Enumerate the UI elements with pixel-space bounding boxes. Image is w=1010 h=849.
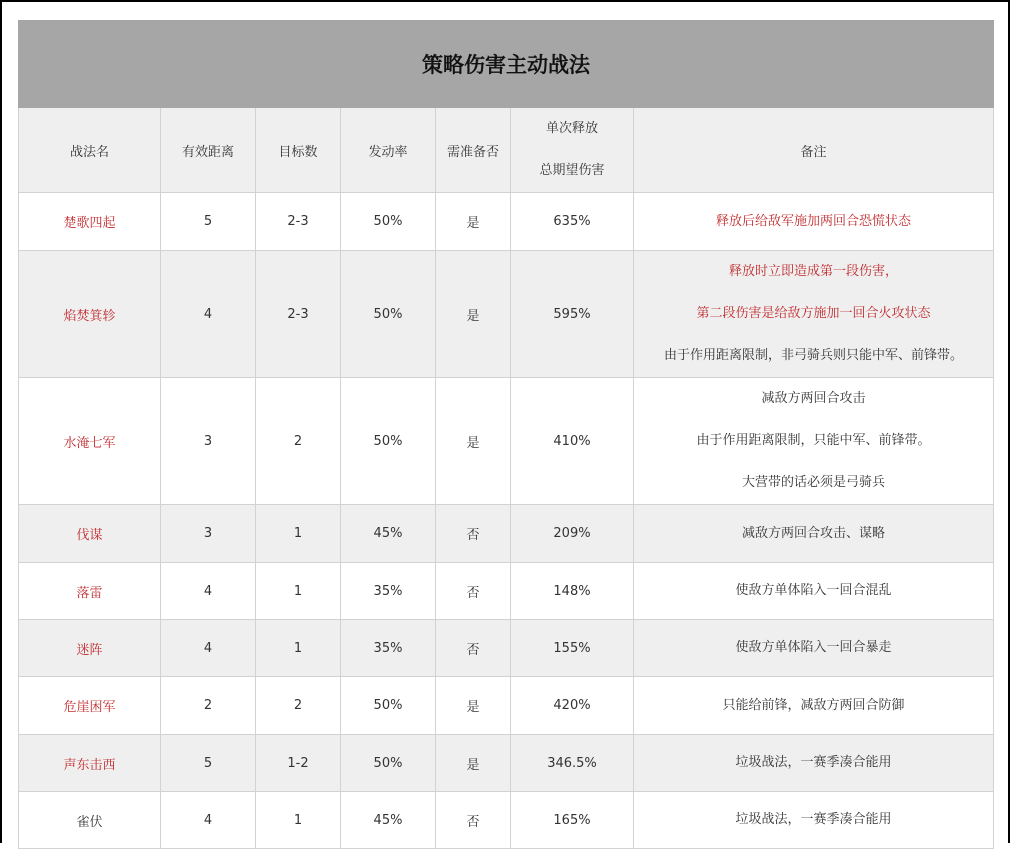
- table-row: [19, 505, 994, 563]
- prep-cell: 是: [436, 193, 511, 251]
- prep-cell: 是: [436, 251, 511, 378]
- note-line: 释放后给敌军施加两回合恐慌状态: [716, 213, 912, 229]
- note-line: 使敌方单体陷入一回合混乱: [735, 583, 892, 598]
- tactics-table: [18, 20, 994, 849]
- note-cell: [634, 735, 994, 792]
- header-damage: [511, 108, 634, 193]
- range-cell: 3: [161, 505, 256, 563]
- tactic-name-cell: 焰焚箕轸: [19, 251, 161, 378]
- rate-cell: 50%: [341, 193, 436, 251]
- table-row: [19, 563, 994, 620]
- tactic-name-cell: 水淹七军: [19, 378, 161, 505]
- targets-cell: 2-3: [256, 193, 341, 251]
- note-line: 第二段伤害是给敌方施加一回合火攻状态: [696, 306, 931, 321]
- prep-cell: 否: [436, 563, 511, 620]
- damage-cell: 420%: [511, 677, 634, 735]
- header-range: 有效距离: [161, 108, 256, 193]
- rate-cell: 50%: [341, 677, 436, 735]
- header-targets: 目标数: [256, 108, 341, 193]
- header-name: 战法名: [19, 108, 161, 193]
- range-cell: 5: [161, 193, 256, 251]
- damage-cell: 148%: [511, 563, 634, 620]
- damage-cell: 346.5%: [511, 735, 634, 792]
- note-cell: [634, 505, 994, 563]
- rate-cell: 50%: [341, 378, 436, 505]
- damage-cell: 155%: [511, 620, 634, 677]
- note-cell: [634, 193, 994, 251]
- targets-cell: 2: [256, 677, 341, 735]
- table-row: [19, 193, 994, 251]
- note-cell: [634, 251, 994, 378]
- range-cell: 3: [161, 378, 256, 505]
- tactic-name-cell: 声东击西: [19, 735, 161, 792]
- prep-cell: 是: [436, 378, 511, 505]
- tactic-name-cell: 楚歌四起: [19, 193, 161, 251]
- tactic-name-cell: 迷阵: [19, 620, 161, 677]
- rate-cell: 50%: [341, 735, 436, 792]
- note-line: 大营带的话必须是弓骑兵: [742, 475, 886, 490]
- targets-cell: 2-3: [256, 251, 341, 378]
- note-line: 减敌方两回合攻击、谋略: [742, 525, 886, 541]
- note-cell: [634, 620, 994, 677]
- header-row: [19, 108, 994, 193]
- rate-cell: 35%: [341, 563, 436, 620]
- rate-cell: 50%: [341, 251, 436, 378]
- note-cell: [634, 677, 994, 735]
- table-row: [19, 251, 994, 378]
- window-border-left: [0, 0, 2, 843]
- note-line: 只能给前锋，减敌方两回合防御: [722, 697, 905, 713]
- note-line: 垃圾战法，一赛季凑合能用: [735, 755, 892, 770]
- note-cell: [634, 378, 994, 505]
- note-line: 释放时立即造成第一段伤害，: [729, 264, 899, 279]
- damage-cell: 595%: [511, 251, 634, 378]
- note-cell: [634, 792, 994, 849]
- prep-cell: 是: [436, 677, 511, 735]
- targets-cell: 1: [256, 792, 341, 849]
- range-cell: 5: [161, 735, 256, 792]
- header-rate: 发动率: [341, 108, 436, 193]
- table-row: [19, 735, 994, 792]
- tactic-name-cell: 雀伏: [19, 792, 161, 849]
- note-line: 使敌方单体陷入一回合暴走: [735, 640, 892, 655]
- range-cell: 2: [161, 677, 256, 735]
- damage-cell: 209%: [511, 505, 634, 563]
- rate-cell: 35%: [341, 620, 436, 677]
- window-border-top: [0, 0, 1010, 2]
- note-cell: [634, 563, 994, 620]
- note-line: 由于作用距离限制，非弓骑兵则只能中军、前锋带。: [664, 348, 964, 363]
- prep-cell: 否: [436, 505, 511, 563]
- prep-cell: 是: [436, 735, 511, 792]
- targets-cell: 1-2: [256, 735, 341, 792]
- table-row: [19, 378, 994, 505]
- note-line: 垃圾战法，一赛季凑合能用: [735, 812, 892, 827]
- targets-cell: 1: [256, 563, 341, 620]
- range-cell: 4: [161, 620, 256, 677]
- header-damage-line1: 单次释放: [545, 121, 598, 136]
- targets-cell: 1: [256, 620, 341, 677]
- table-row: [19, 792, 994, 849]
- header-prep: 需准备否: [436, 108, 511, 193]
- rate-cell: 45%: [341, 792, 436, 849]
- rate-cell: 45%: [341, 505, 436, 563]
- range-cell: 4: [161, 792, 256, 849]
- header-note: 备注: [634, 108, 994, 193]
- note-line: 减敌方两回合攻击: [761, 391, 866, 406]
- prep-cell: 否: [436, 620, 511, 677]
- note-line: 由于作用距离限制，只能中军、前锋带。: [696, 433, 931, 448]
- table-row: [19, 620, 994, 677]
- table-body: [19, 193, 994, 849]
- damage-cell: 635%: [511, 193, 634, 251]
- targets-cell: 2: [256, 378, 341, 505]
- tactic-name-cell: 伐谋: [19, 505, 161, 563]
- damage-cell: 165%: [511, 792, 634, 849]
- damage-cell: 410%: [511, 378, 634, 505]
- range-cell: 4: [161, 563, 256, 620]
- table-title: 策略伤害主动战法: [19, 21, 994, 108]
- tactic-name-cell: 危崖困军: [19, 677, 161, 735]
- table-row: [19, 677, 994, 735]
- targets-cell: 1: [256, 505, 341, 563]
- tactic-name-cell: 落雷: [19, 563, 161, 620]
- prep-cell: 否: [436, 792, 511, 849]
- range-cell: 4: [161, 251, 256, 378]
- header-damage-line2: 总期望伤害: [539, 163, 605, 178]
